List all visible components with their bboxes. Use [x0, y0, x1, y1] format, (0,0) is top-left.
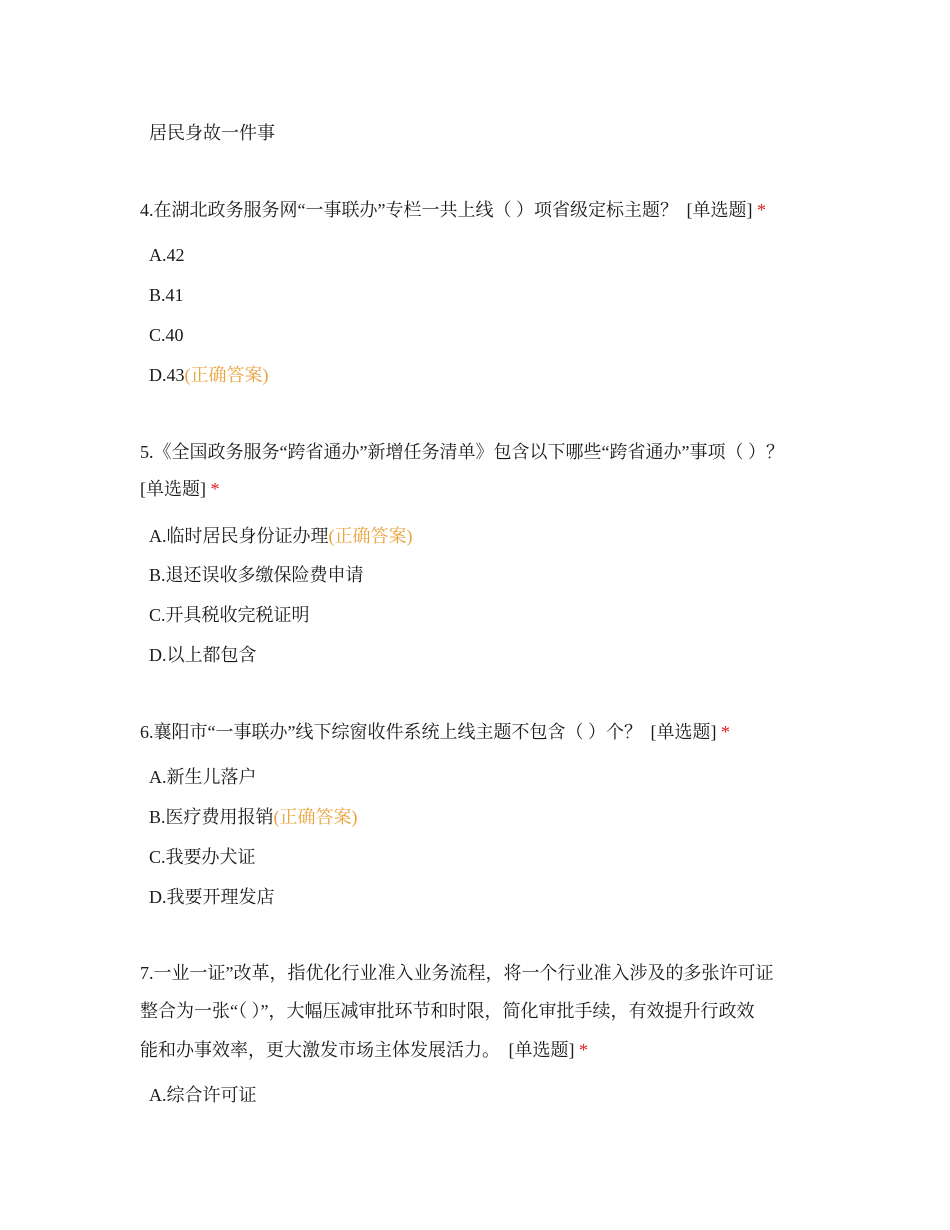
option-prev [149, 121, 275, 145]
question-6-option-b [149, 805, 358, 829]
question-5-title [140, 440, 784, 464]
option-text: B.41 [149, 285, 184, 305]
question-6-option-d [149, 885, 275, 909]
option-text: A.新生儿落户 [149, 767, 257, 787]
question-5-option-b [149, 563, 364, 587]
required-marker: * [756, 200, 766, 220]
required-marker: * [720, 722, 730, 742]
question-7-title-line-2 [140, 999, 754, 1023]
question-6-option-a [149, 765, 257, 789]
option-text: D.以上都包含 [149, 645, 257, 665]
question-text: 4.在湖北政务服务网“一事联办”专栏一共上线（ ）项省级定标主题？ [140, 200, 678, 220]
option-text: C.开具税收完税证明 [149, 605, 310, 625]
question-type-tag: [单选题] [140, 479, 206, 499]
question-type-tag: [单选题] [650, 722, 717, 742]
question-7-option-a [149, 1083, 257, 1107]
question-4-option-c [149, 323, 184, 347]
option-text: B.医疗费用报销 [149, 807, 274, 827]
correct-answer-mark: (正确答案) [273, 807, 358, 827]
question-6-title [140, 720, 730, 744]
question-type-tag: [单选题] [686, 200, 753, 220]
question-5-option-d [149, 643, 257, 667]
required-marker: * [210, 479, 220, 499]
question-4-option-b [149, 283, 184, 307]
question-text: 6.襄阳市“一事联办”线下综窗收件系统上线主题不包含（ ）个？ [140, 722, 642, 742]
option-text: D.43 [149, 365, 185, 385]
question-7-title-line-3 [140, 1038, 588, 1062]
question-text: 7.一业一证”改革，指优化行业准入业务流程，将一个行业准入涉及的多张许可证 [140, 963, 774, 983]
question-type-tag: [单选题] [508, 1040, 575, 1060]
question-4-option-a [149, 243, 185, 267]
correct-answer-mark: (正确答案) [328, 526, 413, 546]
option-text: B.退还误收多缴保险费申请 [149, 565, 364, 585]
option-text: A.临时居民身份证办理 [149, 526, 329, 546]
question-6-option-c [149, 845, 256, 869]
option-text: D.我要开理发店 [149, 887, 275, 907]
question-4-title [140, 198, 766, 222]
option-text: C.我要办犬证 [149, 847, 256, 867]
option-text: C.40 [149, 325, 184, 345]
question-5-title-tag [140, 477, 220, 501]
question-text: 5.《全国政务服务“跨省通办”新增任务清单》包含以下哪些“跨省通办”事项（ ）？ [140, 442, 784, 462]
question-text: 整合为一张“（ ）”，大幅压减审批环节和时限，简化审批手续，有效提升行政效 [140, 1001, 755, 1021]
correct-answer-mark: (正确答案) [184, 365, 269, 385]
option-text: A.42 [149, 245, 185, 265]
option-text: A.综合许可证 [149, 1085, 257, 1105]
question-7-title-line-1 [140, 961, 774, 985]
option-text: 居民身故一件事 [149, 123, 275, 143]
question-text: 能和办事效率，更大激发市场主体发展活力。 [140, 1040, 500, 1060]
question-4-option-d [149, 363, 269, 387]
question-5-option-c [149, 603, 310, 627]
required-marker: * [579, 1040, 588, 1060]
question-5-option-a [149, 524, 413, 548]
